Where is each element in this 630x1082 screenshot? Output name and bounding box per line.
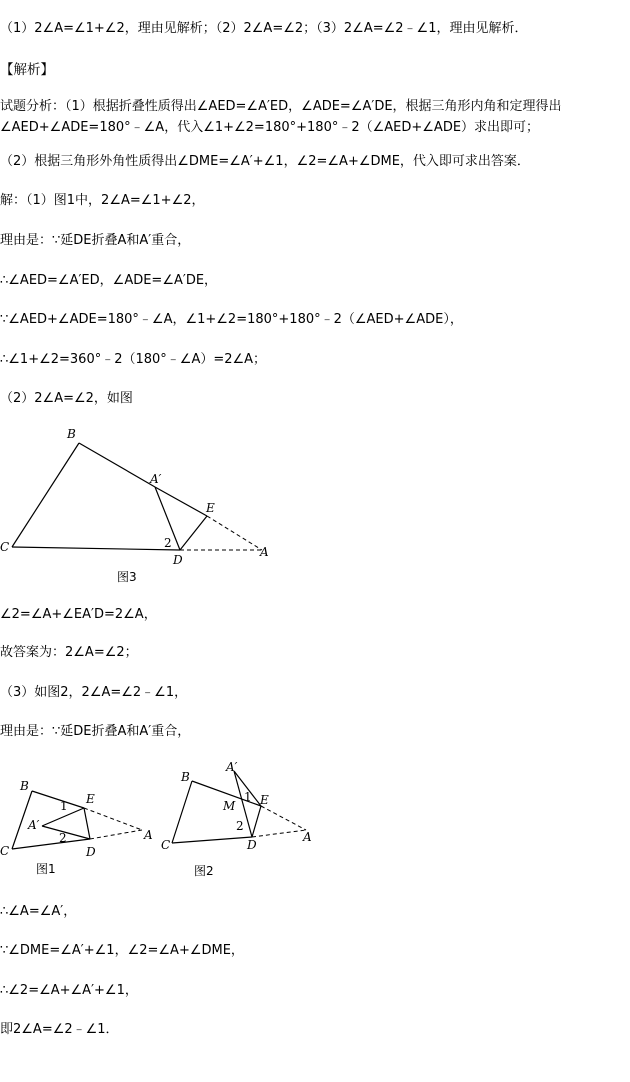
fig3-label-2: 2 <box>164 536 172 550</box>
fig2-label-c: C <box>161 838 171 852</box>
fig2-label-a-prime: A′ <box>226 760 238 774</box>
solution-line-9: （3）如图2，2∠A=∠2﹣∠1， <box>0 685 188 700</box>
fig1-side-cd <box>12 839 90 849</box>
fig1-side-be <box>32 791 84 808</box>
solution-line-3: ∴∠AED=∠A′ED，∠ADE=∠A′DE， <box>0 273 218 288</box>
fig1-label-c: C <box>0 844 10 858</box>
solution-line-2: 理由是：∵延DE折叠A和A′重合， <box>0 233 191 248</box>
solution-line-12: ∵∠DME=∠A′+∠1，∠2=∠A+∠DME， <box>0 943 244 958</box>
fig2-fold-de <box>252 806 261 837</box>
fig3-label-d: D <box>173 553 183 567</box>
fig2-side-cd <box>172 837 252 843</box>
analysis-heading: 【解析】 <box>0 62 54 78</box>
fig2-label-m: M <box>223 799 236 813</box>
fig2-label-2: 2 <box>236 819 244 833</box>
fig1-label-d: D <box>86 845 96 859</box>
fig1-label-b: B <box>20 779 29 793</box>
fig2-label-1: 1 <box>244 790 252 804</box>
fig1-dash-da <box>90 830 142 839</box>
solution-line-4: ∵∠AED+∠ADE=180°﹣∠A，∠1+∠2=180°+180°﹣2（∠AED+∠ADE）， <box>0 312 463 327</box>
solution-line-13: ∴∠2=∠A+∠A′+∠1， <box>0 983 138 998</box>
fig1-label-2: 2 <box>59 831 67 845</box>
fig3-label-c: C <box>0 540 10 554</box>
fig2-caption: 图2 <box>194 864 214 878</box>
fig3-label-a: A <box>260 545 269 559</box>
fig2-side-cb <box>172 781 192 843</box>
fig3-caption: 图3 <box>117 570 137 584</box>
analysis-paragraph-1: 试题分析：（1）根据折叠性质得出∠AED=∠A′ED，∠ADE=∠A′DE，根据三角形内角和定理得出∠AED+∠ADE=180°﹣∠A，代入∠1+∠2=180°+180°﹣2（∠AED+∠ADE）求出即可； <box>0 99 562 135</box>
fig3-label-e: E <box>206 501 215 515</box>
fig1-caption: 图1 <box>36 862 56 876</box>
answer-line: （1）2∠A=∠1+∠2，理由见解析；（2）2∠A=∠2；（3）2∠A=∠2﹣∠1，理由见解析． <box>0 21 528 36</box>
fig3-label-b: B <box>67 427 76 441</box>
fig3-label-a-prime: A′ <box>150 472 162 486</box>
solution-line-6: （2）2∠A=∠2，如图 <box>0 391 133 406</box>
fig1-label-e: E <box>86 792 95 806</box>
fig2-label-a: A <box>303 830 312 844</box>
analysis-paragraph-2: （2）根据三角形外角性质得出∠DME=∠A′+∠1，∠2=∠A+∠DME，代入即可求出答案． <box>0 154 530 169</box>
fig1-fold-de <box>84 808 90 839</box>
fig1-label-1: 1 <box>60 799 68 813</box>
fig2-label-d: D <box>247 838 257 852</box>
fig2-label-e: E <box>260 793 269 807</box>
solution-line-14: 即2∠A=∠2﹣∠1． <box>0 1022 119 1037</box>
solution-line-1: 解：（1）图1中，2∠A=∠1+∠2， <box>0 193 205 208</box>
fig1-label-a-prime: A′ <box>28 818 40 832</box>
fig1-label-a: A <box>144 828 153 842</box>
solution-line-8: 故答案为：2∠A=∠2； <box>0 645 138 660</box>
solution-line-11: ∴∠A=∠A′， <box>0 904 77 919</box>
fig1-dash-ea <box>84 808 142 830</box>
solution-line-10: 理由是：∵延DE折叠A和A′重合， <box>0 724 191 739</box>
fig2-dash-ea <box>261 806 306 830</box>
solution-line-5: ∴∠1+∠2=360°﹣2（180°﹣∠A）=2∠A； <box>0 352 267 367</box>
fig2-dash-da <box>252 830 306 837</box>
fig2-label-b: B <box>181 770 190 784</box>
solution-line-7: ∠2=∠A+∠EA′D=2∠A， <box>0 607 157 622</box>
